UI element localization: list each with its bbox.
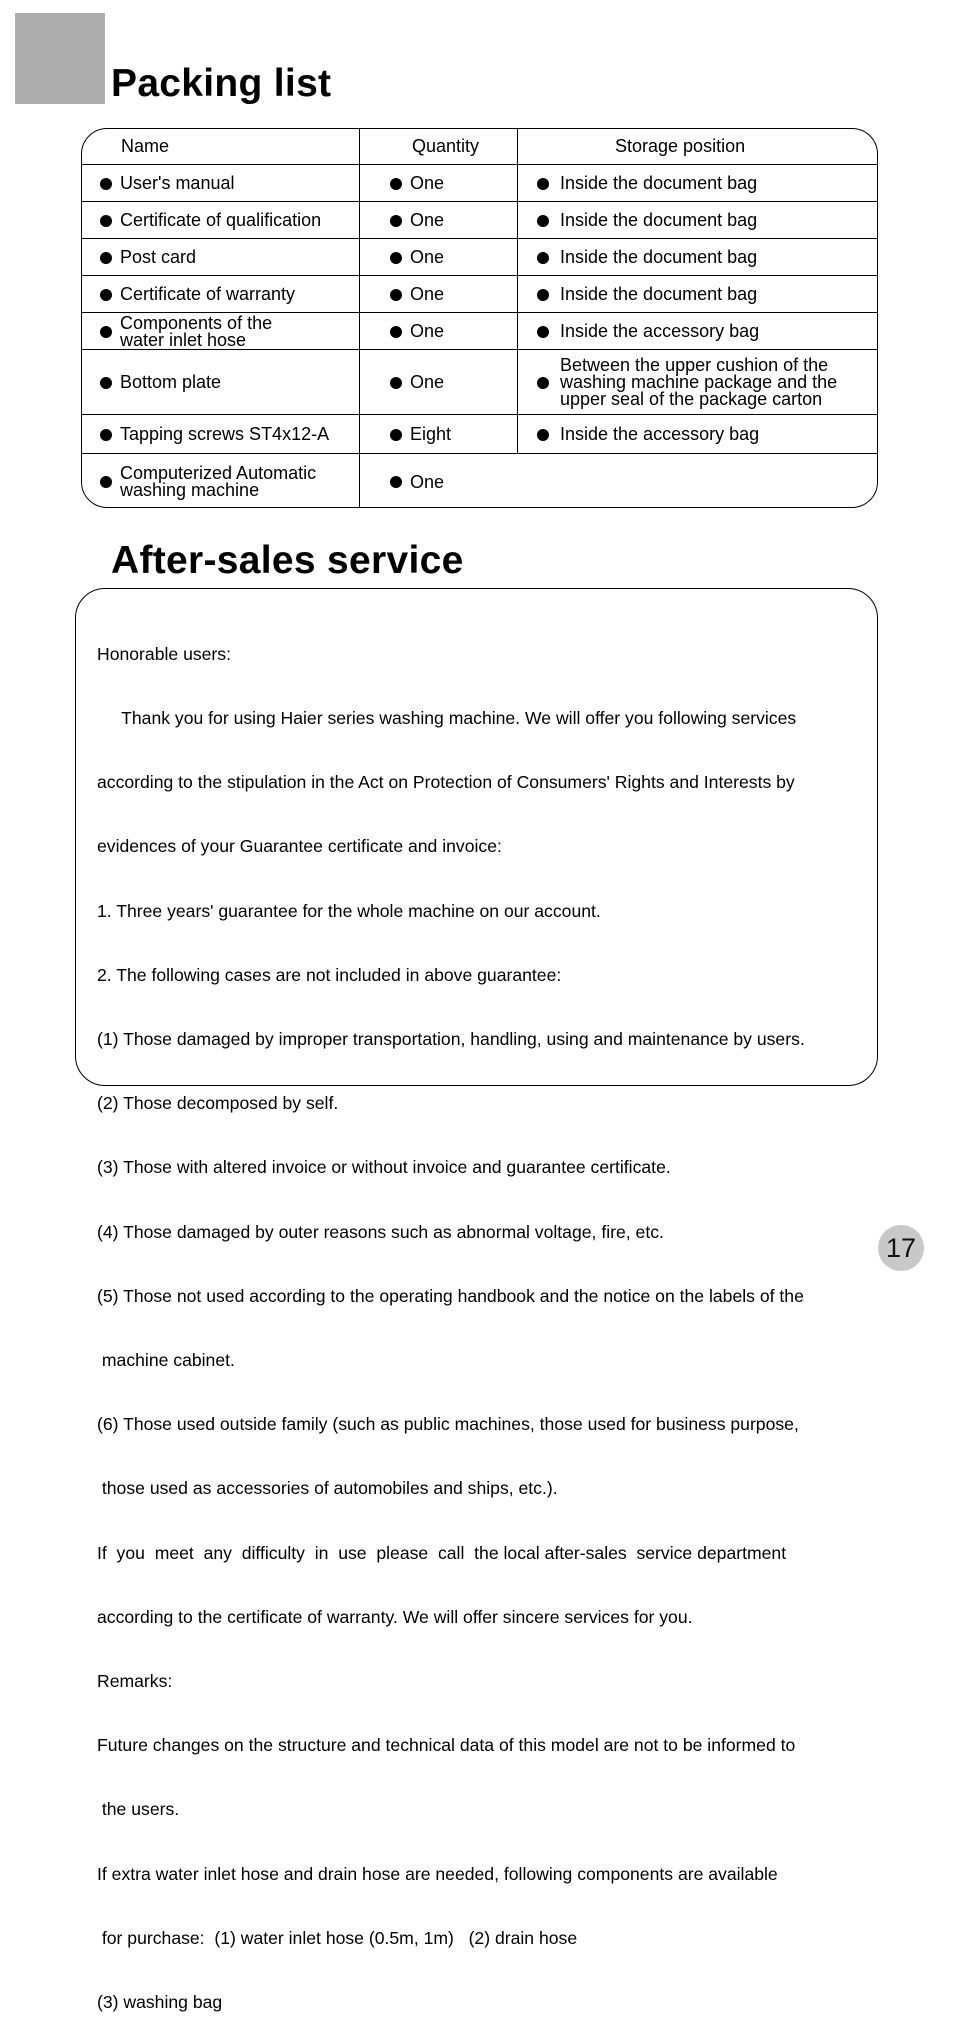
item-quantity: One — [410, 372, 445, 392]
service-line: Future changes on the structure and technical data of this model are not to be informed to — [97, 1735, 796, 1756]
item-quantity: One — [410, 247, 445, 267]
service-line: 2. The following cases are not included in above guarantee: — [97, 964, 562, 985]
service-line: (3) washing bag — [97, 1992, 223, 2013]
bullet-icon — [100, 178, 112, 190]
item-storage: Inside the accessory bag — [560, 321, 760, 341]
item-storage: Inside the accessory bag — [560, 424, 760, 444]
bullet-icon — [390, 252, 402, 264]
service-line: evidences of your Guarantee certificate and invoice: — [97, 836, 502, 857]
bullet-icon — [537, 215, 549, 227]
table-row — [82, 164, 877, 202]
bullet-icon — [390, 178, 402, 190]
bullet-icon — [537, 377, 549, 389]
service-line: (2) Those decomposed by self. — [97, 1093, 339, 1114]
item-storage: Inside the document bag — [560, 173, 758, 193]
service-line: according to the stipulation in the Act on Protection of Consumers' Rights and Interests by — [97, 772, 795, 793]
page-number: 17 — [878, 1225, 924, 1271]
item-storage: Inside the document bag — [560, 247, 758, 267]
bullet-icon — [100, 215, 112, 227]
after-sales-title: After-sales service — [111, 539, 464, 582]
table-row — [82, 275, 877, 313]
item-name: Certificate of qualification — [120, 210, 322, 230]
bullet-icon — [537, 178, 549, 190]
bullet-icon — [100, 377, 112, 389]
service-line: (3) Those with altered invoice or without invoice and guarantee certificate. — [97, 1157, 671, 1178]
item-name: Tapping screws ST4x12-A — [120, 424, 330, 444]
bullet-icon — [100, 326, 112, 338]
table-row — [82, 201, 877, 239]
service-line: the users. — [97, 1799, 180, 1820]
service-line: If you meet any difficulty in use please call the local after-sales service department — [97, 1542, 787, 1563]
bullet-icon — [390, 289, 402, 301]
item-storage: Inside the document bag — [560, 210, 758, 230]
bullet-icon — [100, 429, 112, 441]
table-row — [82, 238, 877, 276]
item-quantity: One — [410, 210, 445, 230]
bullet-icon — [537, 289, 549, 301]
packing-list-title: Packing list — [111, 62, 332, 105]
bullet-icon — [390, 377, 402, 389]
service-line: (4) Those damaged by outer reasons such as abnormal voltage, fire, etc. — [97, 1221, 664, 1242]
service-line: for purchase: (1) water inlet hose (0.5m, 1m) (2) drain hose — [97, 1927, 578, 1948]
service-line: Thank you for using Haier series washing machine. We will offer you following services — [97, 708, 797, 729]
service-text — [97, 601, 873, 2035]
service-line: according to the certificate of warranty. We will offer sincere services for you. — [97, 1606, 693, 1627]
bullet-icon — [537, 429, 549, 441]
item-name: Bottom plate — [120, 372, 222, 392]
bullet-icon — [390, 326, 402, 338]
item-quantity: One — [410, 284, 445, 304]
packing-list-table — [81, 128, 878, 508]
bullet-icon — [100, 289, 112, 301]
service-line: (1) Those damaged by improper transportation, handling, using and maintenance by users. — [97, 1029, 805, 1050]
service-line: those used as accessories of automobiles and ships, etc.). — [97, 1478, 558, 1499]
table-row — [82, 414, 877, 454]
service-line: 1. Three years' guarantee for the whole machine on our account. — [97, 900, 601, 921]
bullet-icon — [100, 476, 112, 488]
table-row — [82, 349, 877, 415]
header-name: Name — [121, 136, 170, 156]
bullet-icon — [390, 429, 402, 441]
item-name: Computerized Automatic washing machine — [120, 463, 317, 500]
item-storage: Inside the document bag — [560, 284, 758, 304]
table-row — [82, 312, 877, 350]
service-line: Honorable users: — [97, 643, 231, 664]
item-storage: Between the upper cushion of the washing machine package and the upper seal of the package carton — [560, 355, 838, 409]
item-quantity: One — [410, 471, 445, 492]
bullet-icon — [390, 476, 402, 488]
item-name: Certificate of warranty — [120, 284, 296, 304]
bullet-icon — [537, 252, 549, 264]
item-quantity: One — [410, 321, 445, 341]
service-line: Remarks: — [97, 1671, 173, 1692]
item-quantity: Eight — [410, 424, 452, 444]
item-name: Components of the water inlet hose — [120, 312, 273, 350]
table-header-row — [82, 129, 877, 164]
item-name: User's manual — [120, 173, 235, 193]
service-line: (6) Those used outside family (such as public machines, those used for business purpose, — [97, 1414, 799, 1435]
header-storage: Storage position — [517, 129, 877, 164]
service-line: (5) Those not used according to the operating handbook and the notice on the labels of the — [97, 1285, 804, 1306]
service-line: If extra water inlet hose and drain hose are needed, following components are available — [97, 1863, 778, 1884]
bullet-icon — [537, 326, 549, 338]
bullet-icon — [390, 215, 402, 227]
item-quantity: One — [410, 173, 445, 193]
service-line: machine cabinet. — [97, 1350, 235, 1371]
item-name: Post card — [120, 247, 197, 267]
bullet-icon — [100, 252, 112, 264]
header-quantity: Quantity — [359, 129, 517, 164]
section-marker-block — [15, 13, 105, 104]
table-row — [82, 453, 877, 508]
